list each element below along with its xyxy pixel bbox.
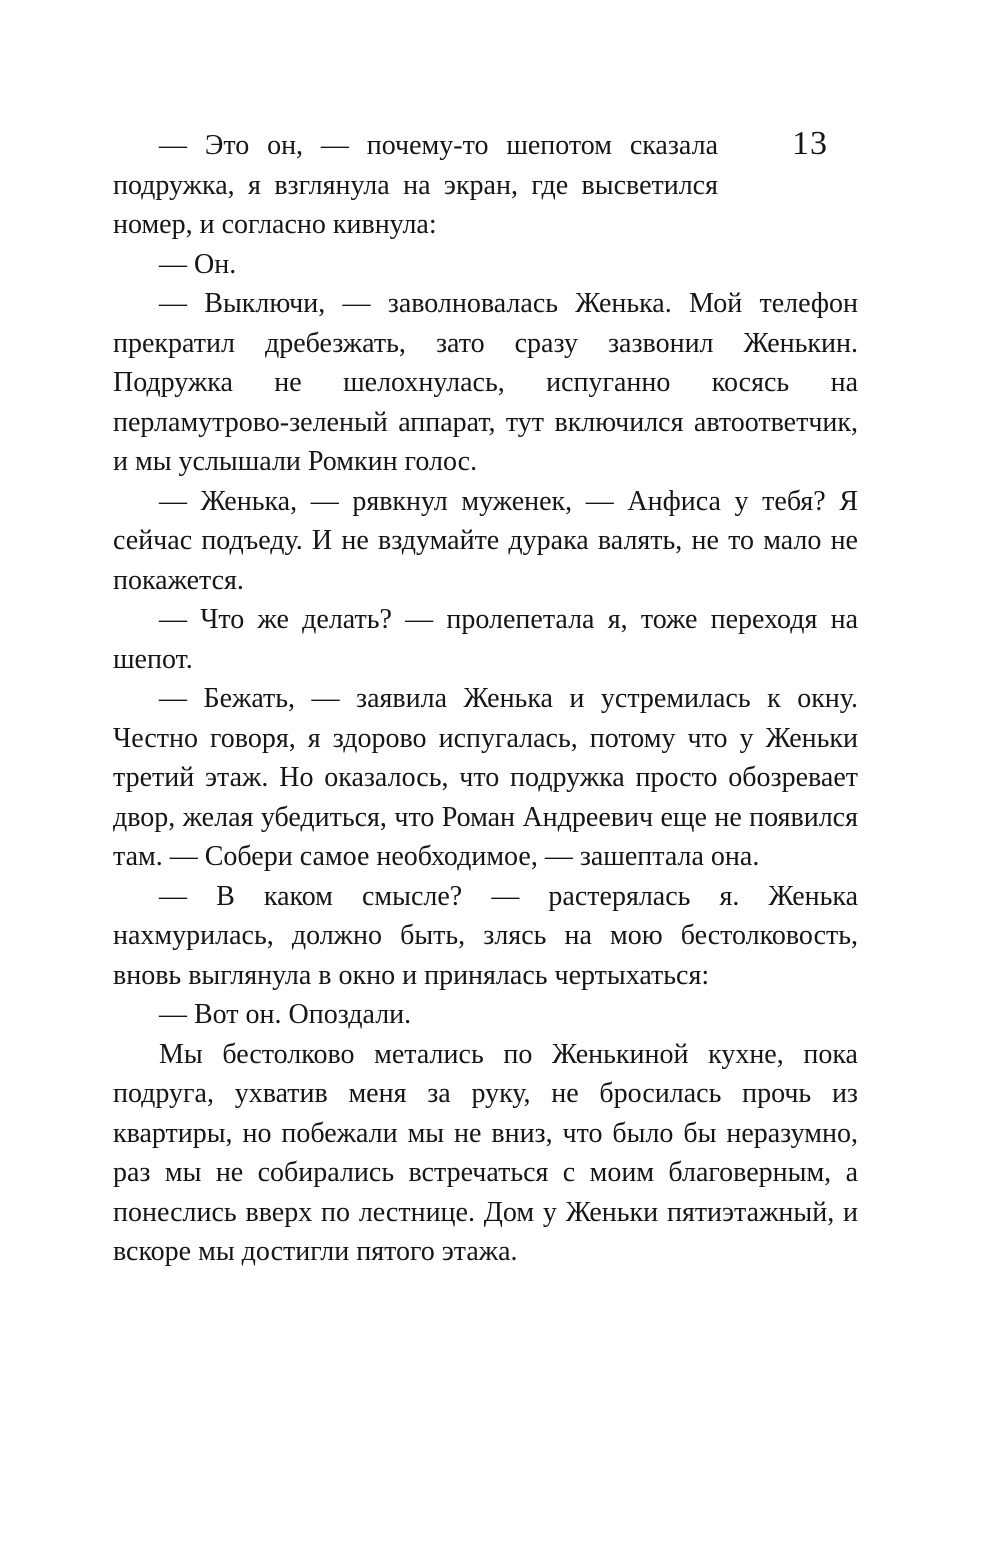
page-number-spacer (718, 126, 858, 166)
paragraph: Мы бестолково метались по Женькиной кухне, пока подруга, ухватив меня за руку, не бросилась прочь из квартиры, но побежали мы не вниз, что было бы неразумно, раз мы не собирались встречаться с моим благоверным, а понеслись вверх по лестнице. Дом у Женьки пятиэтажный, и вскоре мы достигли пятого этажа. (113, 1038, 858, 1267)
paragraph: — Бежать, — заявила Женька и устремилась к окну. Честно говоря, я здорово испугалась, потому что у Женьки третий этаж. Но оказалось, что подружка просто обозревает двор, желая убедиться, что Роман Андреевич еще не появился там. — Собери самое необходимое, — зашептала она. (113, 683, 858, 872)
text-block (113, 126, 858, 1272)
paragraph: — Женька, — рявкнул муженек, — Анфиса у тебя? Я сейчас подъеду. И не вздумайте дурака валять, не то мало не покажется. (113, 485, 858, 596)
paragraph: — Вот он. Опоздали. (159, 999, 412, 1030)
paragraph: — Выключи, — заволновалась Женька. Мой телефон прекратил дребезжать, зато сразу зазвонил Женькин. Подружка не шелохнулась, испуганно косясь на перламутрово-зеленый аппарат, тут включился автоответчик, и мы услышали Ромкин голос. (113, 288, 858, 477)
paragraph: — Он. (159, 248, 237, 280)
paragraph: — Что же делать? — пролепетала я, тоже переходя на шепот. (113, 604, 858, 675)
paragraph: — Это он, — почему-то шепотом сказала подружка, я взглянула на экран, где высветился номер, и согласно кивнула: (113, 130, 718, 240)
page-number: 13 (792, 125, 828, 162)
paragraph: — В каком смысле? — растерялась я. Женька нахмурилась, должно быть, злясь на мою бестолковость, вновь выглянула в окно и принялась чертыхаться: (113, 880, 858, 991)
